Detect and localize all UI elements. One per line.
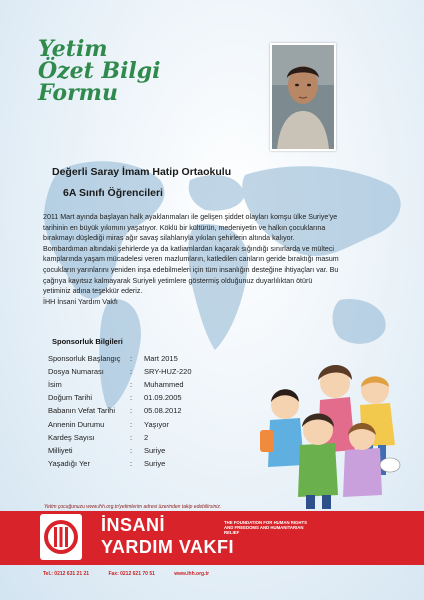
fax-number: Fax: 0212 621 70 51 (108, 571, 155, 577)
detail-separator: : (130, 432, 133, 442)
website-link[interactable]: www.ihh.org.tr (174, 571, 210, 577)
detail-label: Doğum Tarihi (48, 393, 93, 403)
detail-label: Babanın Vefat Tarihi (48, 406, 115, 416)
detail-row (48, 457, 264, 470)
detail-label: Sponsorluk Başlangıç (48, 354, 121, 364)
globe-logo-icon (40, 514, 82, 560)
title-line-2: Özet Bilgi (38, 58, 161, 84)
detail-row (48, 378, 264, 391)
children-illustration (240, 345, 420, 510)
body-line: 2011 Mart ayında başlayan halk ayaklanmaları ile gelişen şiddet olayları komşu ülke Suriye'ye (43, 213, 338, 221)
body-line: bırakmayı düşlediği miras ağır savaş silahlarıyla yıkılan şehirlerin altında kalıyor. (43, 234, 295, 243)
orphan-photo (270, 43, 336, 151)
detail-separator: : (130, 445, 133, 455)
title-line-3: Formu (38, 80, 118, 106)
detail-separator: : (130, 354, 133, 364)
detail-row (48, 365, 264, 378)
brand-name-line-2: YARDIM VAKFI (101, 537, 235, 557)
detail-value: 01.09.2005 (144, 393, 182, 403)
detail-row (48, 391, 264, 404)
detail-value: SRY-HUZ-220 (144, 367, 192, 377)
detail-value: 05.08.2012 (144, 406, 182, 416)
detail-row (48, 352, 264, 365)
detail-row (48, 431, 264, 444)
detail-separator: : (130, 406, 133, 416)
detail-separator: : (130, 393, 133, 403)
ihh-logo (40, 514, 82, 560)
detail-separator: : (130, 380, 133, 390)
detail-separator: : (130, 367, 133, 377)
body-line: çocukların yarınlarını yeniden inşa edebilmeleri için tüm insanlığın desteğine ihtiyaçları var. Bu (43, 265, 339, 274)
title-line-1: Yetim (38, 36, 108, 62)
sponsorship-details (48, 352, 264, 470)
detail-row (48, 404, 264, 417)
detail-value: Suriye (144, 458, 166, 468)
body-line: Bombardıman altındaki şehirlerde ya da katliamlardan kaçarak sığındığı sınırlarda ve mülteci (43, 244, 334, 253)
portrait-image (272, 45, 334, 149)
detail-value: Muhammed (144, 380, 184, 390)
detail-row (48, 444, 264, 457)
sponsorship-title: Sponsorluk Bilgileri (52, 337, 123, 346)
school-name: Değerli Saray İmam Hatip Ortaokulu (52, 166, 232, 178)
phone-number: Tel.: 0212 631 21 21 (43, 571, 90, 577)
detail-label: Annenin Durumu (48, 419, 105, 429)
brand-name-line-1: İNSANİ (101, 515, 166, 535)
brand-tagline: THE FOUNDATION FOR HUMAN RIGHTS AND FREEDOMS AND HUMANITARIAN RELIEF (224, 520, 307, 536)
detail-value: 2 (144, 432, 149, 442)
body-line: çağrıya kayıtsız kalmayarak Suriyeli yetimlere göstermiş olduğunuz duyarlılıktan ötürü (43, 276, 313, 285)
detail-label: İsim (48, 380, 62, 390)
footer-contacts (43, 571, 227, 577)
detail-separator: : (130, 419, 133, 429)
detail-label: Yaşadığı Yer (48, 458, 90, 468)
detail-label: Dosya Numarası (48, 367, 104, 377)
detail-row (48, 417, 264, 430)
body-line: tarihinin en büyük yıkımını yaşatıyor. Köklü bir kültürün, medeniyetin ve halkın çocuklarına (43, 223, 326, 232)
footer-note: Yetim çocuğunuzu www.ihh.org.tr/yetimlerim adresi üzerinden takip edebilirsiniz. (44, 504, 222, 510)
detail-separator: : (130, 458, 133, 468)
signature: İHH İnsani Yardım Vakfı (43, 297, 118, 306)
form-title (38, 38, 161, 104)
detail-label: Milliyeti (48, 445, 73, 455)
class-title: 6A Sınıfı Öğrencileri (63, 187, 163, 199)
body-line: yetiminiz adına teşekkür ederiz. (43, 287, 143, 296)
detail-value: Suriye (144, 445, 166, 455)
detail-value: Mart 2015 (144, 354, 178, 364)
detail-label: Kardeş Sayısı (48, 432, 95, 442)
detail-value: Yaşıyor (144, 419, 169, 429)
body-line: kamplarında yaşam mücadelesi veren mazlumların, katledilen canların geride bıraktığı masum (43, 255, 339, 264)
body-text (43, 212, 388, 307)
